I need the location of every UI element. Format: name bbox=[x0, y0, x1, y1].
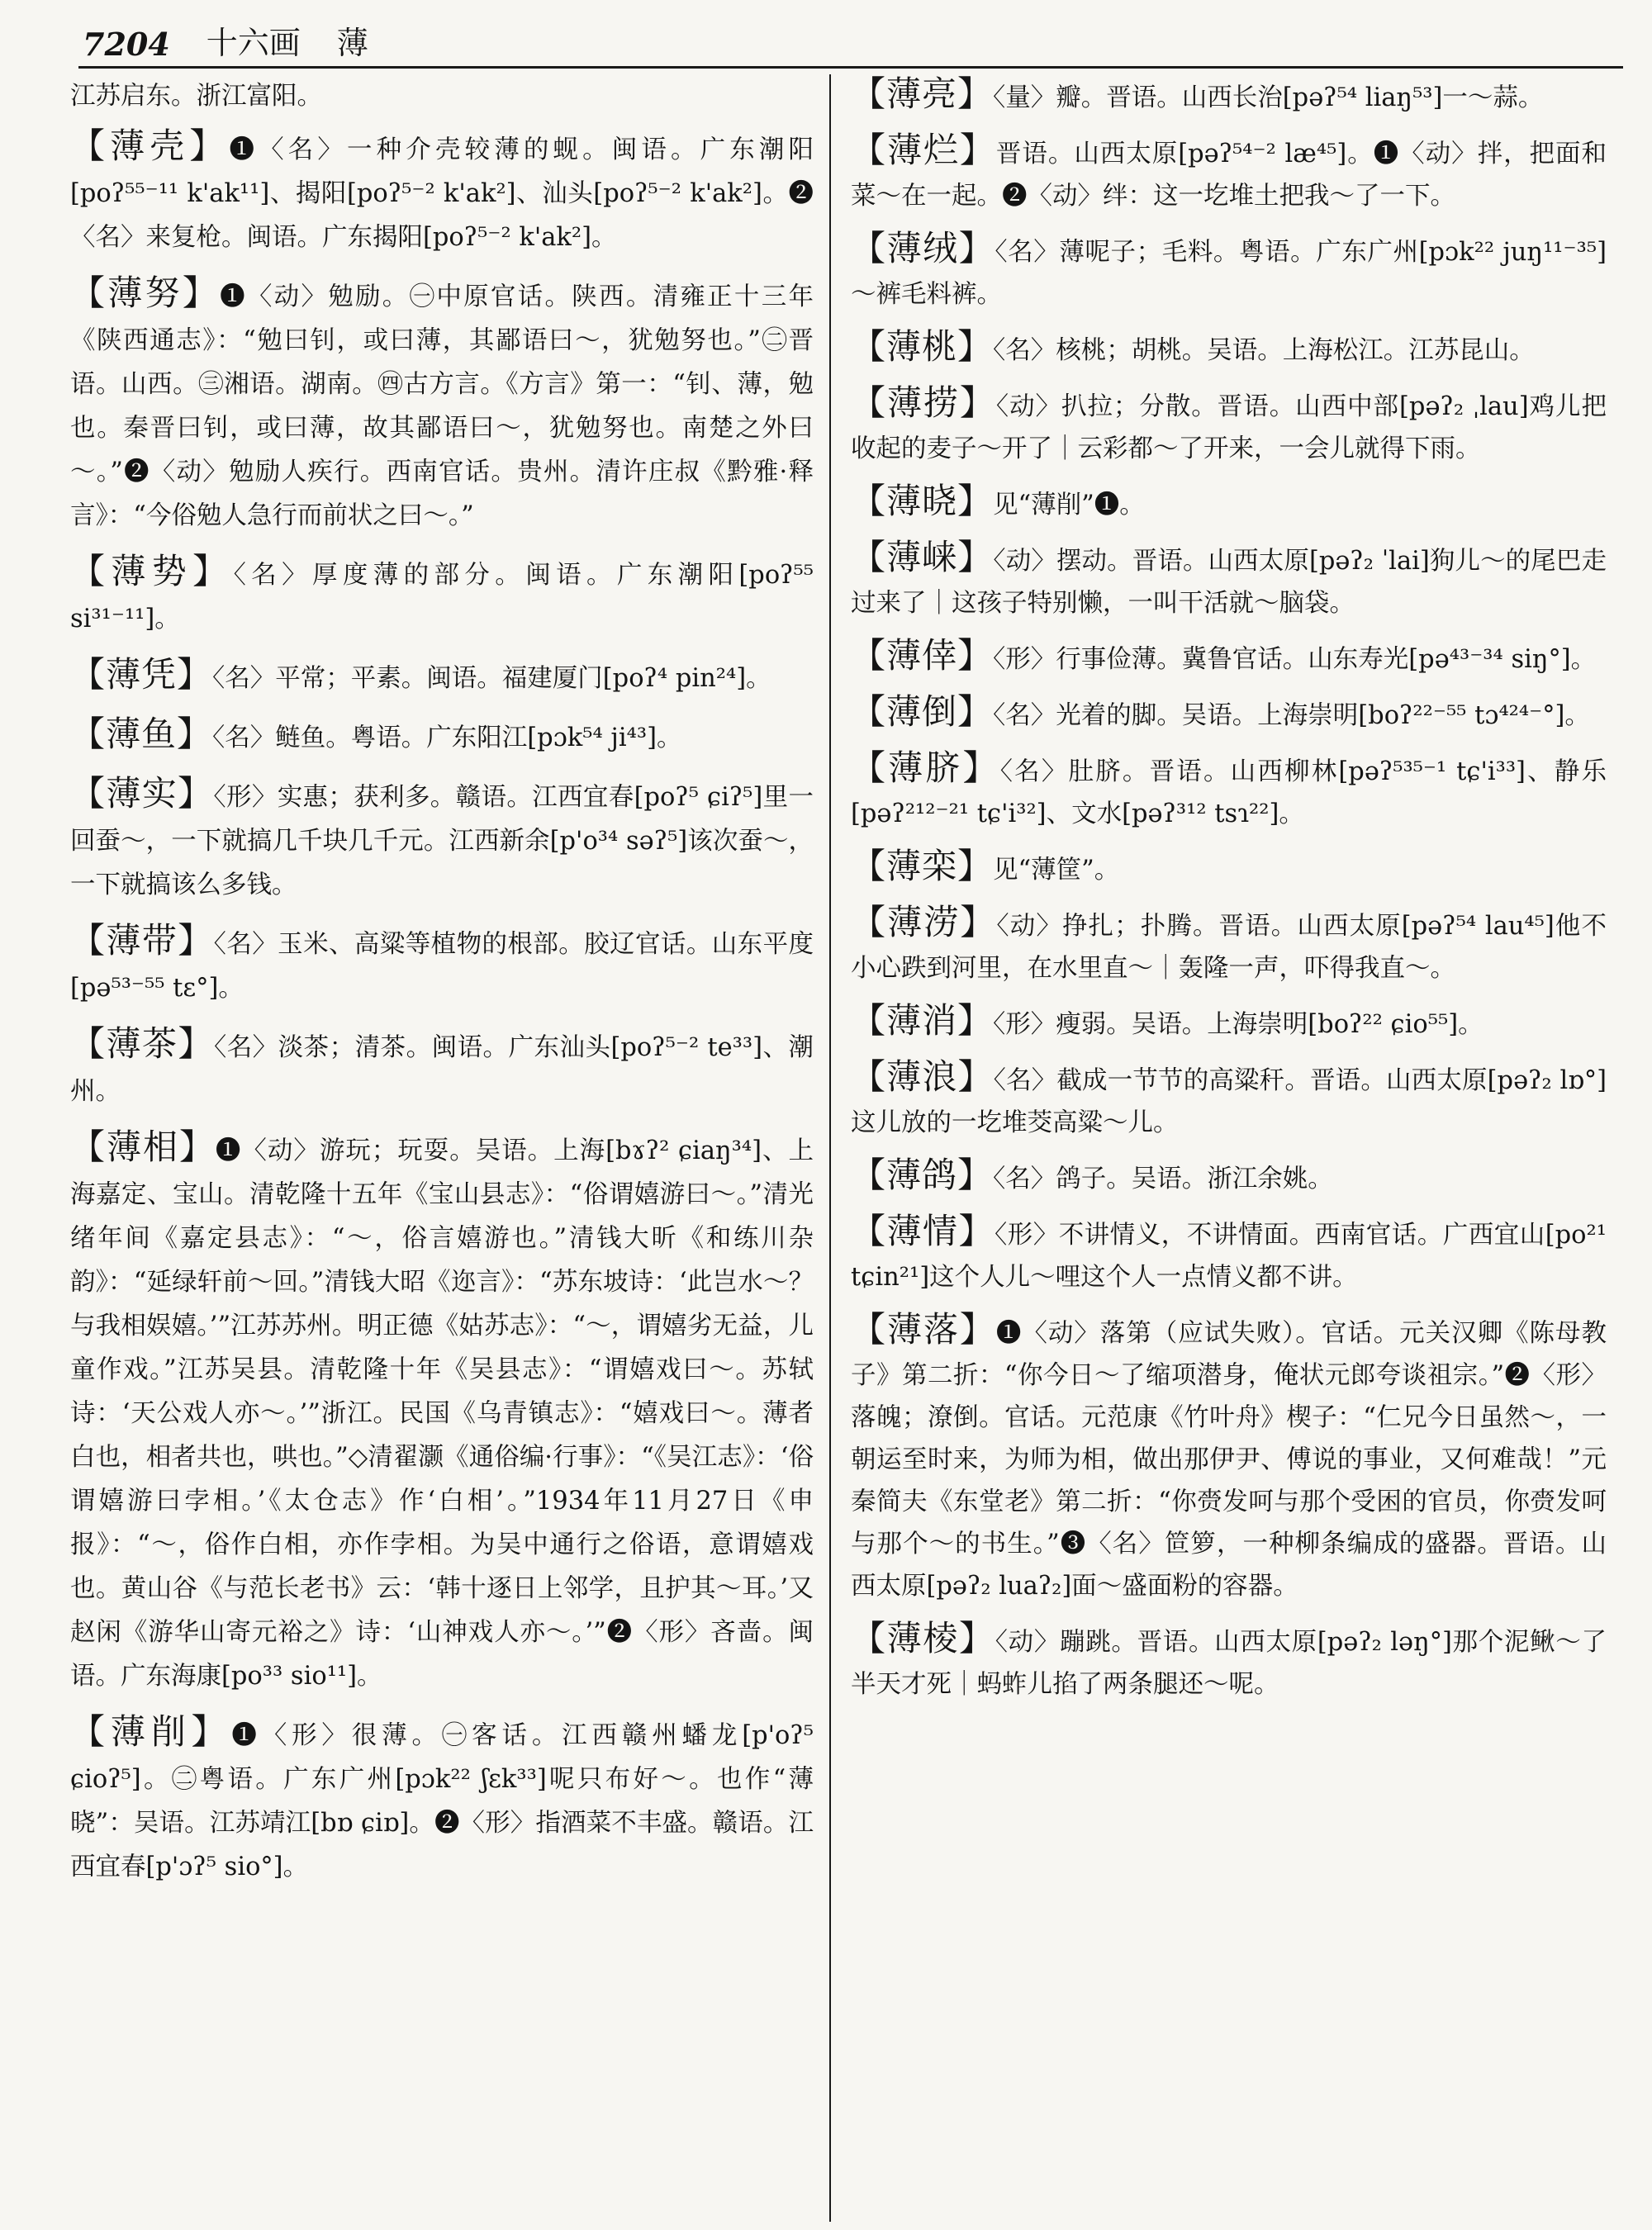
entry-headword: 【薄情】 bbox=[851, 1211, 995, 1251]
entry-headword: 【薄脐】 bbox=[851, 747, 1000, 788]
dictionary-entry bbox=[851, 480, 1607, 526]
head-character: 薄 bbox=[336, 25, 368, 61]
entry-headword: 【薄亮】 bbox=[851, 74, 994, 114]
entry-headword: 【薄茶】 bbox=[70, 1023, 214, 1064]
entry-headword: 【薄努】 bbox=[70, 273, 221, 313]
entry-headword: 【薄烂】 bbox=[851, 130, 996, 170]
entry-headword: 【薄带】 bbox=[70, 920, 214, 961]
entry-definition: 〈名〉核桃；胡桃。吴语。上海松江。江苏昆山。 bbox=[993, 336, 1535, 365]
entry-headword: 【薄鱼】 bbox=[70, 714, 213, 754]
dictionary-entry bbox=[851, 901, 1607, 989]
entry-headword: 【薄崃】 bbox=[851, 537, 994, 577]
entry-headword: 【薄落】 bbox=[851, 1309, 996, 1350]
entry-headword: 【薄栾】 bbox=[851, 846, 994, 886]
dictionary-entry bbox=[851, 382, 1607, 470]
entry-headword: 【薄凭】 bbox=[70, 654, 213, 695]
entry-definition: 〈名〉肚脐。晋语。山西柳林[pəʔ⁵³⁵⁻¹ tɕ'i³³]、静乐[pəʔ²¹²⁻²¹ tɕ'i³²]、文水[pəʔ³¹² tsɿ²²]。 bbox=[851, 757, 1607, 828]
entry-definition: ❶〈动〉勉励。㊀中原官话。陕西。清雍正十三年《陕西通志》：“勉曰钊，或曰薄，其鄙语曰～，犹勉努也。”㊁晋语。山西。㊂湘语。湖南。㊃古方言。《方言》第一：“钊、薄，勉也。秦晋曰钊，或曰薄，故其鄙语曰～，犹勉努也。南楚之外曰～。”❷〈动〉勉励人疾行。西南官话。贵州。清许庄叔《黔雅·释言》：“今俗勉人急行而前状之曰～。” bbox=[70, 282, 814, 530]
entry-definition: 〈形〉行事俭薄。冀鲁官话。山东寿光[pə⁴³⁻³⁴ siŋ°]。 bbox=[993, 645, 1597, 674]
entry-definition: 〈量〉瓣。晋语。山西长治[pəʔ⁵⁴ liaŋ⁵³]一～蒜。 bbox=[993, 83, 1544, 112]
header-rule bbox=[78, 66, 1623, 69]
stroke-section-label: 十六画 bbox=[206, 25, 301, 61]
entry-headword: 【薄浪】 bbox=[851, 1056, 994, 1097]
dictionary-entry bbox=[851, 1154, 1607, 1200]
entry-definition: 晋语。山西太原[pəʔ⁵⁴⁻² læ⁴⁵]。❶〈动〉拌，把面和菜～在一起。❷〈动〉绊：这一圪堆土把我～了一下。 bbox=[851, 140, 1607, 211]
entry-definition: 〈名〉玉米、高粱等植物的根部。胶辽官话。山东平度[pə⁵³⁻⁵⁵ tɛ°]。 bbox=[70, 930, 814, 1003]
page-number: 7204 bbox=[83, 26, 170, 63]
entry-definition: ❶〈形〉很薄。㊀客话。江西赣州蟠龙[p'oʔ⁵ ɕioʔ⁵]。㊁粤语。广东广州[pɔk²² ʃɛk³³]呢只布好～。也作“薄晓”：吴语。江苏靖江[bɒ ɕiɒ]。❷〈形〉指酒菜不丰盛。赣语。江西宜春[p'ɔʔ⁵ sio°]。 bbox=[70, 1721, 814, 1881]
dictionary-entry bbox=[851, 690, 1607, 737]
dictionary-entry bbox=[70, 549, 814, 641]
entry-headword: 【薄鸽】 bbox=[851, 1155, 994, 1195]
dictionary-entry bbox=[851, 1210, 1607, 1298]
entry-definition: 〈名〉鸽子。吴语。浙江余姚。 bbox=[993, 1165, 1333, 1193]
dictionary-entry bbox=[70, 1022, 814, 1113]
dictionary-entry bbox=[70, 124, 814, 259]
dictionary-entry bbox=[851, 325, 1607, 372]
dictionary-entry bbox=[851, 227, 1607, 316]
dictionary-entry bbox=[851, 999, 1607, 1046]
entry-definition: ❶〈动〉游玩；玩耍。吴语。上海[bɤʔ² ɕiaŋ³⁴]、上海嘉定、宝山。清乾隆十五年《宝山县志》：“俗谓嬉游曰～。”清光绪年间《嘉定县志》：“～，俗言嬉游也。”清钱大昕《和练川杂韵》：“延绿轩前～回。”清钱大昭《迩言》：“苏东坡诗：‘此岂水～？与我相娱嬉。’”江苏苏州。明正德《姑苏志》：“～，谓嬉劣无益，儿童作戏。”江苏吴县。清乾隆十年《吴县志》：“谓嬉戏曰～。苏轼诗：‘天公戏人亦～。’”浙江。民国《乌青镇志》：“嬉戏曰～。薄者白也，相者共也，哄也。”◇清翟灏《通俗编·行事》：“《吴江志》：‘俗谓嬉游曰孛相。’《太仓志》作‘白相’。”1934年11月27日《申报》：“～，俗作白相，亦作孛相。为吴中通行之俗语，意谓嬉戏也。黄山谷《与范长老书》云：‘韩十逐日上邻学，且护其～耳。’又赵闲《游华山寄元裕之》诗：‘山神戏人亦～。’”❷〈形〉吝啬。闽语。广东海康[po³³ sio¹¹]。 bbox=[70, 1136, 814, 1691]
right-column bbox=[851, 73, 1607, 2224]
dictionary-entry bbox=[851, 1056, 1607, 1144]
entry-definition: 〈形〉不讲情义，不讲情面。西南官话。广西宜山[po²¹ tɕin²¹]这个人儿～哩这个人一点情义都不讲。 bbox=[851, 1221, 1607, 1292]
entry-definition: 〈名〉鲢鱼。粤语。广东阳江[pɔk⁵⁴ ji⁴³]。 bbox=[212, 724, 682, 752]
dictionary-entry bbox=[70, 771, 814, 907]
continuation-text: 江苏启东。浙江富阳。 bbox=[70, 82, 322, 111]
column-divider bbox=[829, 74, 831, 2222]
dictionary-entry bbox=[70, 652, 814, 700]
entry-definition: 〈形〉瘦弱。吴语。上海崇明[boʔ²² ɕio⁵⁵]。 bbox=[993, 1010, 1483, 1039]
entry-definition: 见“薄削”❶。 bbox=[993, 491, 1145, 520]
dictionary-entry bbox=[851, 129, 1607, 217]
dictionary-entry bbox=[70, 1710, 814, 1889]
dictionary-entry bbox=[851, 845, 1607, 891]
entry-definition: 〈名〉淡茶；清茶。闽语。广东汕头[poʔ⁵⁻² te³³]、潮州。 bbox=[70, 1033, 814, 1106]
entry-headword: 【薄棱】 bbox=[851, 1618, 995, 1658]
dictionary-entry bbox=[851, 536, 1607, 624]
entry-headword: 【薄桃】 bbox=[851, 326, 994, 367]
entry-headword: 【薄晓】 bbox=[851, 481, 994, 521]
entry-definition: ❶〈动〉落第（应试失败）。官话。元关汉卿《陈母教子》第二折：“你今日～了缩项潜身，俺状元郎夸谈祖宗。”❷〈形〉落魄；潦倒。官话。元范康《竹叶舟》楔子：“仁兄今日虽然～，一朝运至时来，为师为相，做出那伊尹、傅说的事业，又何难哉！”元秦简夫《东堂老》第二折：“你赍发呵与那个受困的官员，你赍发呵与那个～的书生。”❸〈名〉笸箩，一种柳条编成的盛器。晋语。山西太原[pəʔ₂ luaʔ₂]面～盛面粉的容器。 bbox=[851, 1319, 1607, 1601]
entry-headword: 【薄壳】 bbox=[70, 126, 230, 166]
dictionary-entry bbox=[851, 73, 1607, 119]
dictionary-entry bbox=[851, 747, 1607, 835]
entry-definition: ❶〈名〉一种介壳较薄的蚬。闽语。广东潮阳[poʔ⁵⁵⁻¹¹ k'ak¹¹]、揭阳[poʔ⁵⁻² k'ak²]、汕头[poʔ⁵⁻² k'ak²]。❷〈名〉来复枪。闽语。广东揭阳[poʔ⁵⁻² k'ak²]。 bbox=[70, 135, 814, 252]
entry-headword: 【薄相】 bbox=[70, 1127, 216, 1167]
right-entries bbox=[851, 73, 1607, 1706]
entry-definition: 〈名〉薄呢子；毛料。粤语。广东广州[pɔk²² juŋ¹¹⁻³⁵]～裤毛料裤。 bbox=[851, 238, 1607, 309]
entry-definition: 〈形〉实惠；获利多。赣语。江西宜春[poʔ⁵ ɕiʔ⁵]里一回蚕～，一下就搞几千块几千元。江西新余[p'o³⁴ səʔ⁵]该次蚕～，一下就搞该么多钱。 bbox=[70, 783, 814, 899]
left-entries bbox=[70, 124, 814, 1889]
entry-definition: 〈动〉蹦跳。晋语。山西太原[pəʔ₂ ləŋ°]那个泥鳅～了半天才死｜蚂蚱儿掐了两条腿还～呢。 bbox=[851, 1628, 1607, 1699]
entry-definition: 〈名〉平常；平素。闽语。福建厦门[poʔ⁴ pin²⁴]。 bbox=[212, 664, 771, 693]
dictionary-entry bbox=[70, 271, 814, 538]
entry-headword: 【薄捞】 bbox=[851, 382, 996, 423]
left-column bbox=[70, 73, 814, 2224]
entry-headword: 【薄倖】 bbox=[851, 635, 994, 676]
page-header bbox=[83, 15, 1619, 63]
entry-headword: 【薄绒】 bbox=[851, 228, 995, 268]
entry-definition: 见“薄筐”。 bbox=[993, 856, 1120, 885]
entry-definition: 〈动〉摆动。晋语。山西太原[pəʔ₂ ˈlai]狗儿～的尾巴走过来了｜这孩子特别懒，一叫干活就～脑袋。 bbox=[851, 547, 1607, 618]
dictionary-entry bbox=[70, 918, 814, 1010]
dictionary-entry bbox=[851, 1308, 1607, 1607]
entry-definition: 〈动〉挣扎；扑腾。晋语。山西太原[pəʔ⁵⁴ lau⁴⁵]他不小心跌到河里，在水里直～｜轰隆一声，吓得我直～。 bbox=[851, 912, 1607, 983]
entry-headword: 【薄涝】 bbox=[851, 902, 997, 942]
entry-definition: 〈名〉截成一节节的高粱秆。晋语。山西太原[pəʔ₂ lɒ°]这儿放的一圪堆茭高粱～儿。 bbox=[851, 1066, 1607, 1137]
entry-headword: 【薄消】 bbox=[851, 1000, 994, 1041]
entry-headword: 【薄势】 bbox=[70, 551, 234, 591]
dictionary-entry bbox=[70, 712, 814, 760]
entry-definition: 〈动〉扒拉；分散。晋语。山西中部[pəʔ₂ ˌlau]鸡儿把收起的麦子～开了｜云彩都～了开来，一会儿就得下雨。 bbox=[851, 392, 1607, 463]
entry-definition: 〈名〉光着的脚。吴语。上海崇明[boʔ²²⁻⁵⁵ tɔ⁴²⁴⁻°]。 bbox=[993, 701, 1590, 730]
entry-headword: 【薄实】 bbox=[70, 773, 214, 814]
entry-headword: 【薄倒】 bbox=[851, 691, 994, 732]
entry-headword: 【薄削】 bbox=[70, 1711, 232, 1752]
dictionary-entry bbox=[70, 1125, 814, 1698]
entry-definition: 〈名〉厚度薄的部分。闽语。广东潮阳[poʔ⁵⁵ si³¹⁻¹¹]。 bbox=[70, 561, 814, 633]
dictionary-entry bbox=[851, 1617, 1607, 1706]
dictionary-entry bbox=[851, 634, 1607, 681]
